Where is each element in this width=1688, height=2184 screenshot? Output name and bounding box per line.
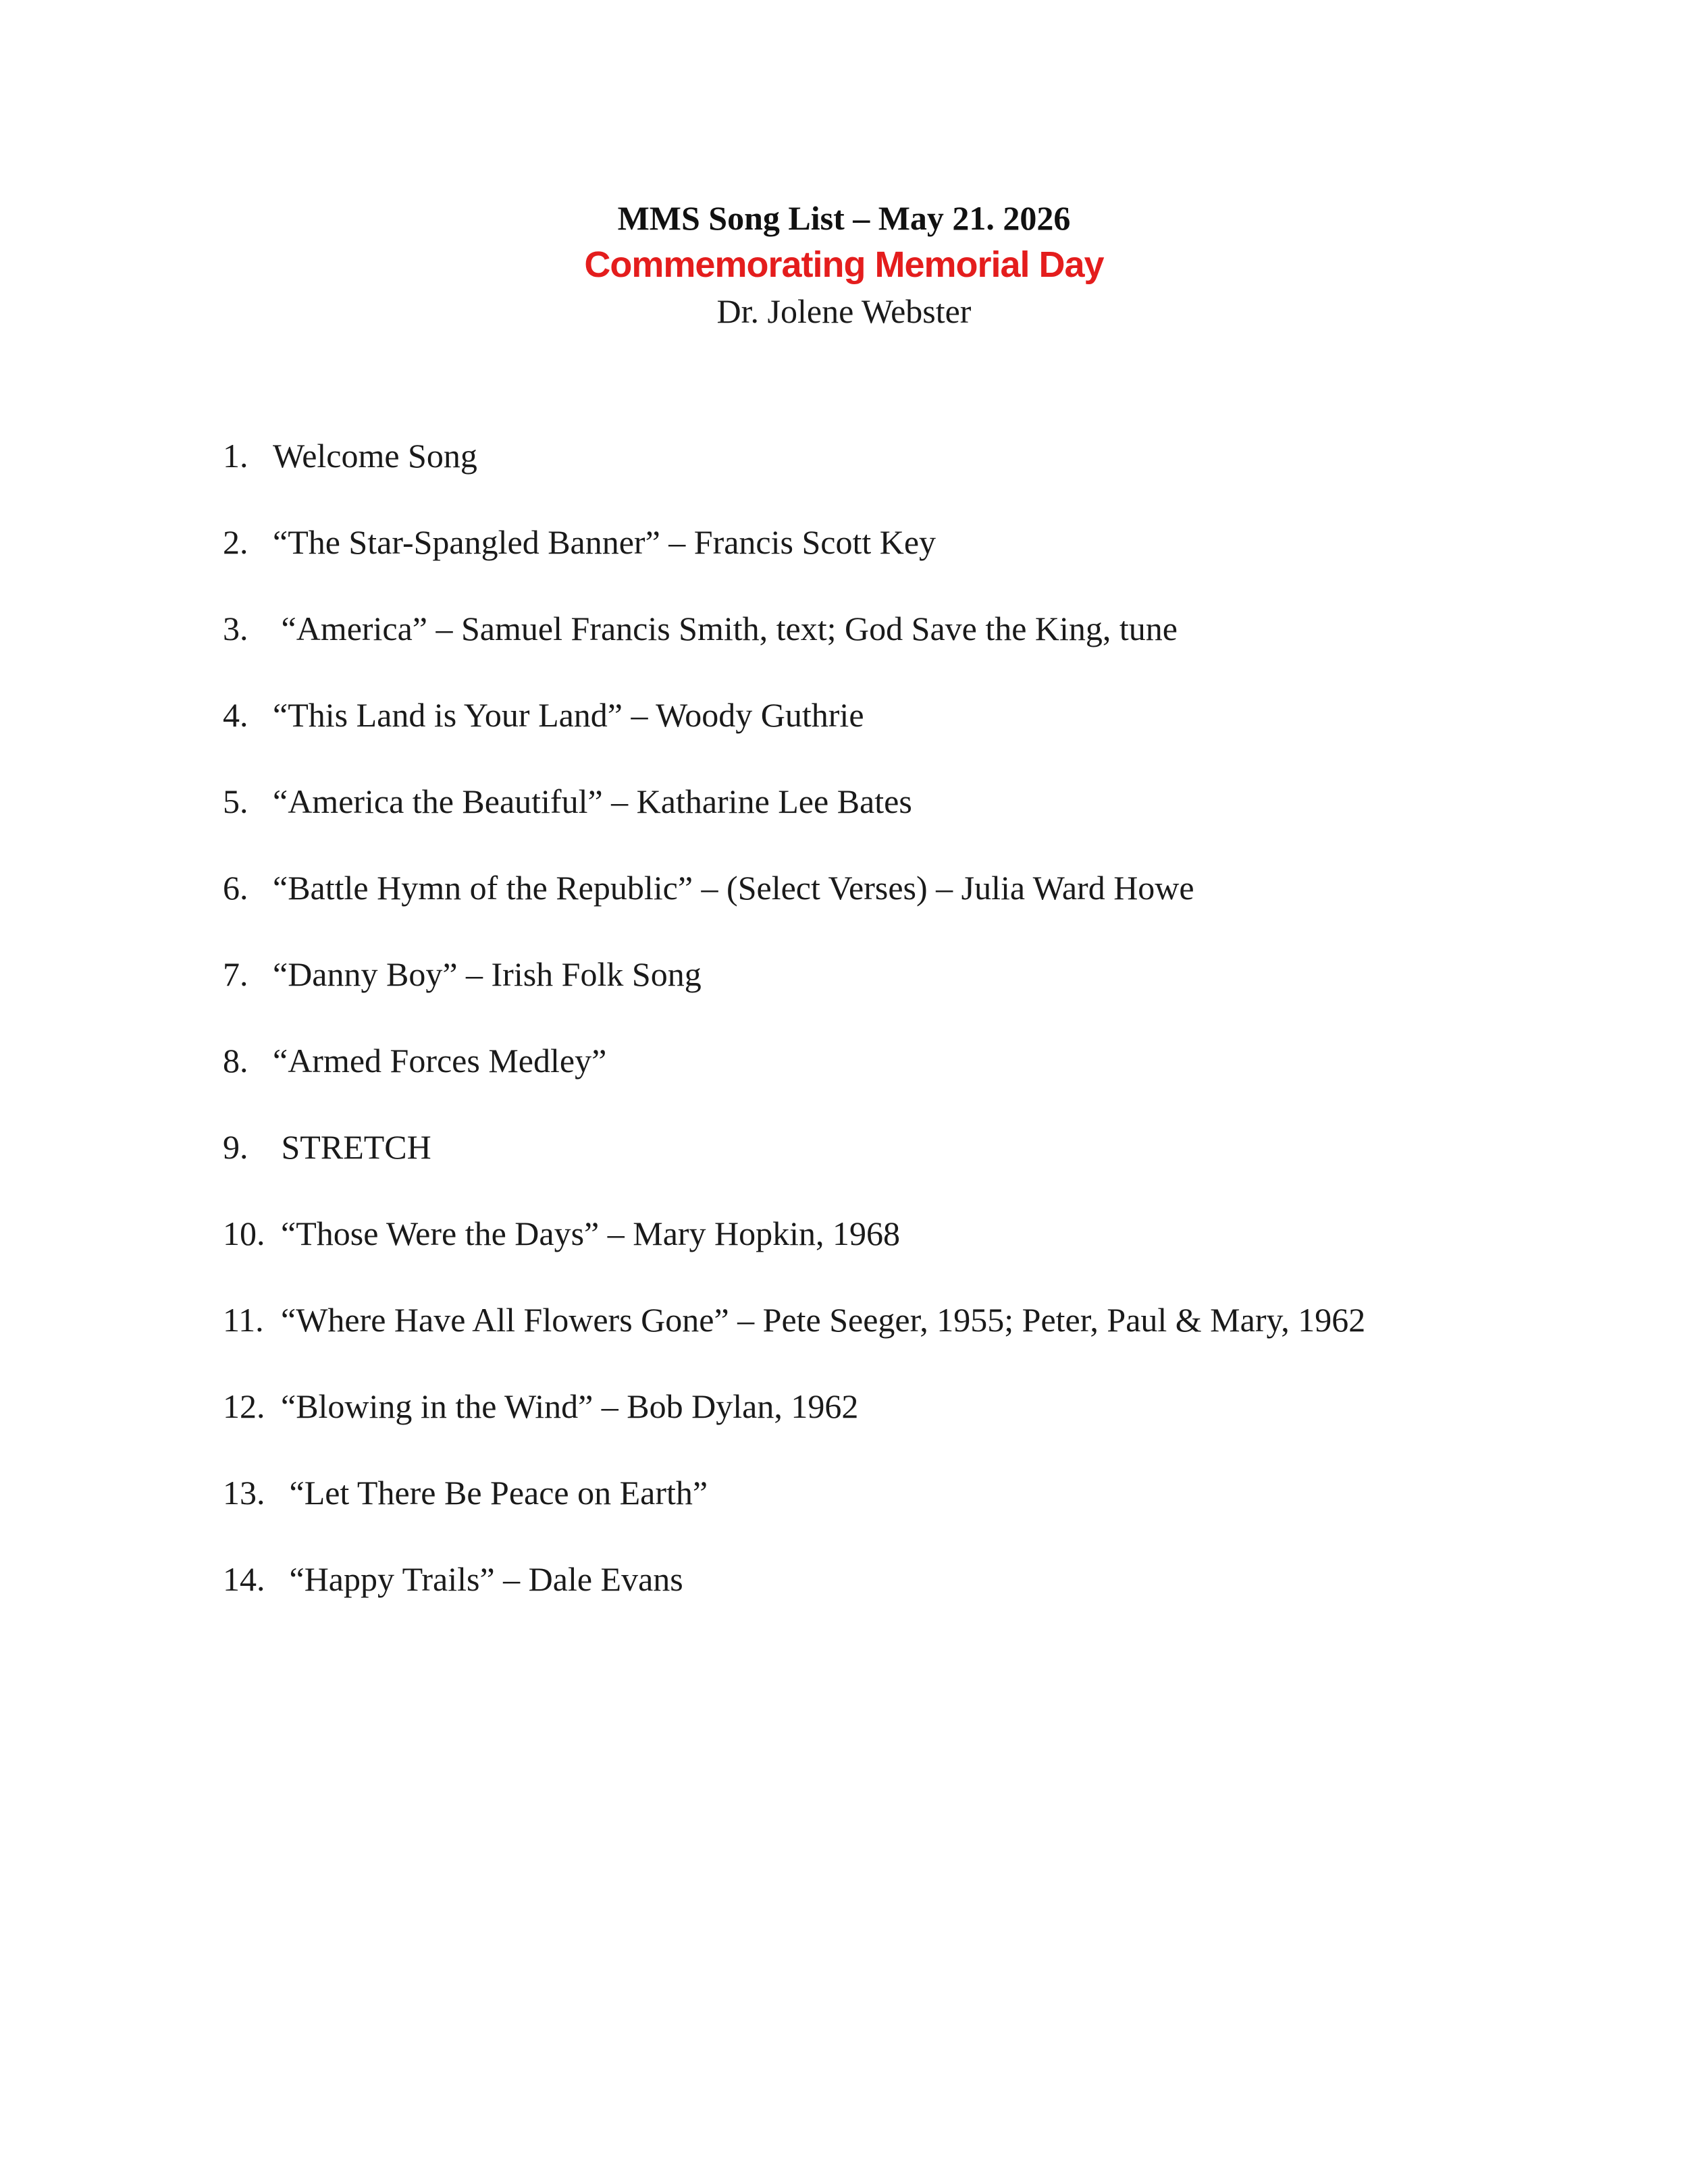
- list-item: [223, 1210, 1573, 1296]
- list-item-text: “Armed Forces Medley”: [273, 1042, 607, 1080]
- list-item-number: 8.: [223, 1042, 248, 1080]
- list-item-text: “This Land is Your Land” – Woody Guthrie: [273, 696, 864, 734]
- list-item-number: 6.: [223, 869, 248, 907]
- author-name: Dr. Jolene Webster: [716, 292, 972, 330]
- list-item-text: “The Star-Spangled Banner” – Francis Scott Key: [273, 523, 937, 561]
- list-item-text: “Where Have All Flowers Gone” – Pete Seeger, 1955; Peter, Paul & Mary, 1962: [281, 1301, 1366, 1339]
- list-item: [223, 1555, 1573, 1642]
- list-item: [223, 432, 1573, 518]
- list-item: [223, 518, 1573, 605]
- list-item-number: 4.: [223, 696, 248, 734]
- list-item: [223, 605, 1573, 691]
- list-item-number: 3.: [223, 610, 248, 647]
- list-item-text: “Happy Trails” – Dale Evans: [281, 1560, 683, 1598]
- page-subtitle: Commemorating Memorial Day: [584, 244, 1104, 285]
- list-item-text: “Those Were the Days” – Mary Hopkin, 1968: [281, 1215, 901, 1252]
- list-item-text: “Battle Hymn of the Republic” – (Select Verses) – Julia Ward Howe: [273, 869, 1194, 907]
- song-list: [223, 432, 1573, 1642]
- list-item-number: 12.: [223, 1387, 265, 1425]
- list-item-number: 7.: [223, 955, 248, 993]
- list-item-number: 13.: [223, 1474, 265, 1512]
- list-item-text: “Let There Be Peace on Earth”: [281, 1474, 708, 1512]
- list-item-text: “Blowing in the Wind” – Bob Dylan, 1962: [281, 1387, 859, 1425]
- list-item: [223, 1037, 1573, 1123]
- page-title: MMS Song List – May 21. 2026: [617, 199, 1071, 237]
- list-item-number: 9.: [223, 1128, 248, 1166]
- list-item-text: STRETCH: [273, 1128, 431, 1166]
- list-item-text: “America the Beautiful” – Katharine Lee Bates: [273, 782, 912, 820]
- list-item-text: Welcome Song: [273, 437, 477, 475]
- list-item: [223, 1469, 1573, 1555]
- list-item: [223, 778, 1573, 864]
- list-item-number: 2.: [223, 523, 248, 561]
- list-item: [223, 1123, 1573, 1210]
- list-item-text: “America” – Samuel Francis Smith, text; God Save the King, tune: [273, 610, 1178, 647]
- list-item-number: 10.: [223, 1215, 265, 1252]
- list-item-number: 14.: [223, 1560, 265, 1598]
- list-item-text: “Danny Boy” – Irish Folk Song: [273, 955, 702, 993]
- list-item: [223, 951, 1573, 1037]
- list-item: [223, 864, 1573, 951]
- list-item: [223, 1383, 1573, 1469]
- list-item: [223, 1296, 1573, 1383]
- list-item: [223, 691, 1573, 778]
- list-item-number: 11.: [223, 1301, 264, 1339]
- list-item-number: 5.: [223, 782, 248, 820]
- list-item-number: 1.: [223, 437, 248, 475]
- document-header: [0, 194, 1688, 335]
